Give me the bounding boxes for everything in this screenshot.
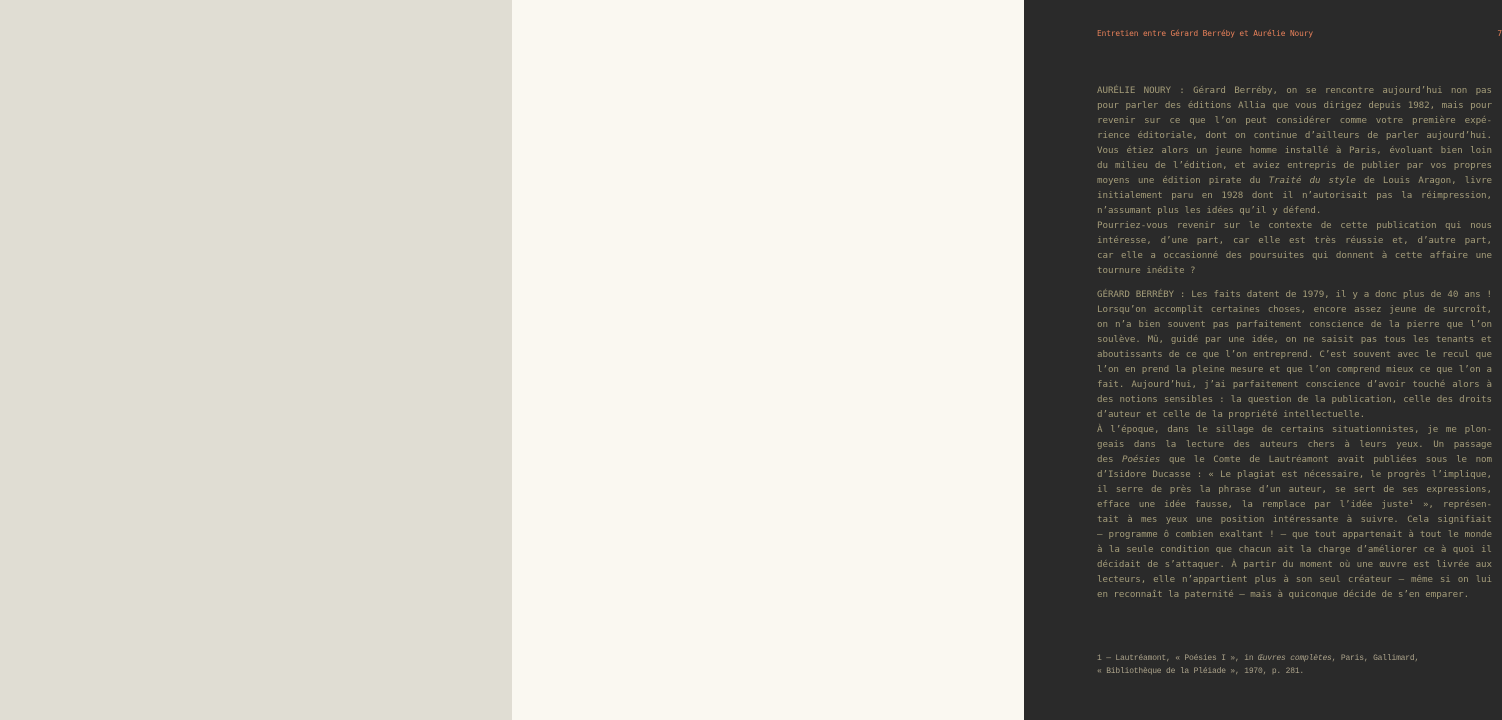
text-line: l’on en prend la pleine mesure et que l’on comprend mieux ce que l’on a [1097,364,1492,375]
text-line: des notions sensibles : la question de la publication, celle des droits [1097,394,1492,405]
text-line: moyens une édition pirate du Traité du style de Louis Aragon, livre [1097,175,1493,186]
text-line: Pourriez-vous revenir sur le contexte de cette publication qui nous [1097,220,1492,231]
footnote-line: 1 — Lautréamont, « Poésies I », in Œuvres complètes, Paris, Gallimard, [1097,654,1420,663]
text-line: pour parler des éditions Allia que vous dirigez depuis 1982, mais pour [1097,100,1492,111]
left-page [0,0,512,720]
text-line: il serre de près la phrase d’un auteur, se sert de ses expressions, [1097,484,1492,495]
running-title: Entretien entre Gérard Berréby et Aurélie Noury [1097,29,1313,38]
text-line: Lorsqu’on accomplit certaines choses, encore assez jeune de surcroît, [1097,304,1492,315]
paragraph-group [1097,287,1492,422]
page-number: 7 [1497,29,1502,38]
text-line: à la seule condition que chacun ait la charge d’améliorer ce à quoi il [1097,544,1492,555]
text-line: lecteurs, elle n’appartient plus à son seul créateur — même si on lui [1097,574,1492,585]
text-line: d’auteur et celle de la propriété intellectuelle. [1097,409,1366,420]
footnote [1097,653,1497,678]
text-line: — programme ô combien exaltant ! — que tout appartenait à tout le monde [1097,529,1492,540]
text-line: en reconnaît la paternité — mais à quiconque décide de s’en emparer. [1097,589,1470,600]
text-line: initialement paru en 1928 dont il n’autorisait pas la réimpression, [1097,190,1492,201]
text-line: revenir sur ce que l’on peut considérer comme votre première expé- [1097,115,1492,126]
text-line: intéresse, d’une part, car elle est très réussie et, d’autre part, [1097,235,1492,246]
text-line: décidait de s’attaquer. À partir du moment où une œuvre est livrée aux [1097,559,1492,570]
text-line: tait à mes yeux une position intéressante à suivre. Cela signifiait [1097,514,1492,525]
text-line: tournure inédite ? [1097,265,1196,276]
text-line: efface une idée fausse, la remplace par l’idée juste¹ », représen- [1097,499,1492,510]
text-line: du milieu de l’édition, et aviez entrepris de publier par vos propres [1097,160,1492,171]
text-line: Vous étiez alors un jeune homme installé à Paris, évoluant bien loin [1097,145,1492,156]
speaker-block [1097,287,1492,602]
right-page [512,0,1502,720]
running-header [1097,28,1502,39]
text-line: À l’époque, dans le sillage de certains situationnistes, je me plon- [1097,424,1492,435]
text-line: rience éditoriale, dont on continue d’ailleurs de parler aujourd’hui. [1097,130,1492,141]
text-line: car elle a occasionné des poursuites qui donnent à cette affaire une [1097,250,1492,261]
text-line: aboutissants de ce que l’on entreprend. C’est souvent avec le recul que [1097,349,1492,360]
footnote-line: « Bibliothèque de la Pléiade », 1970, p. 281. [1097,666,1305,676]
text-line: geais dans la lecture des auteurs chers à leurs yeux. Un passage [1097,439,1492,450]
text-line: soulève. Mû, guidé par une idée, on ne saisit pas tous les tenants et [1097,334,1492,345]
paragraph-group [1097,422,1492,602]
text-line: des Poésies que le Comte de Lautréamont avait publiées sous le nom [1097,454,1492,465]
speaker-block [1097,83,1492,278]
text-line: on n’a bien souvent pas parfaitement conscience de la pierre que l’on [1097,319,1492,330]
paragraph-group [1097,218,1492,278]
paragraph-group [1097,83,1492,218]
interview-body [1097,83,1492,602]
text-line: AURÉLIE NOURY : Gérard Berréby, on se rencontre aujourd’hui non pas [1097,85,1492,96]
text-line: GÉRARD BERRÉBY : Les faits datent de 1979, il y a donc plus de 40 ans ! [1097,289,1492,300]
text-line: fait. Aujourd’hui, j’ai parfaitement conscience d’avoir touché alors à [1097,379,1492,390]
text-line: n’assumant plus les idées qu’il y défend. [1097,205,1322,216]
text-line: d’Isidore Ducasse : « Le plagiat est nécessaire, le progrès l’implique, [1097,469,1492,480]
